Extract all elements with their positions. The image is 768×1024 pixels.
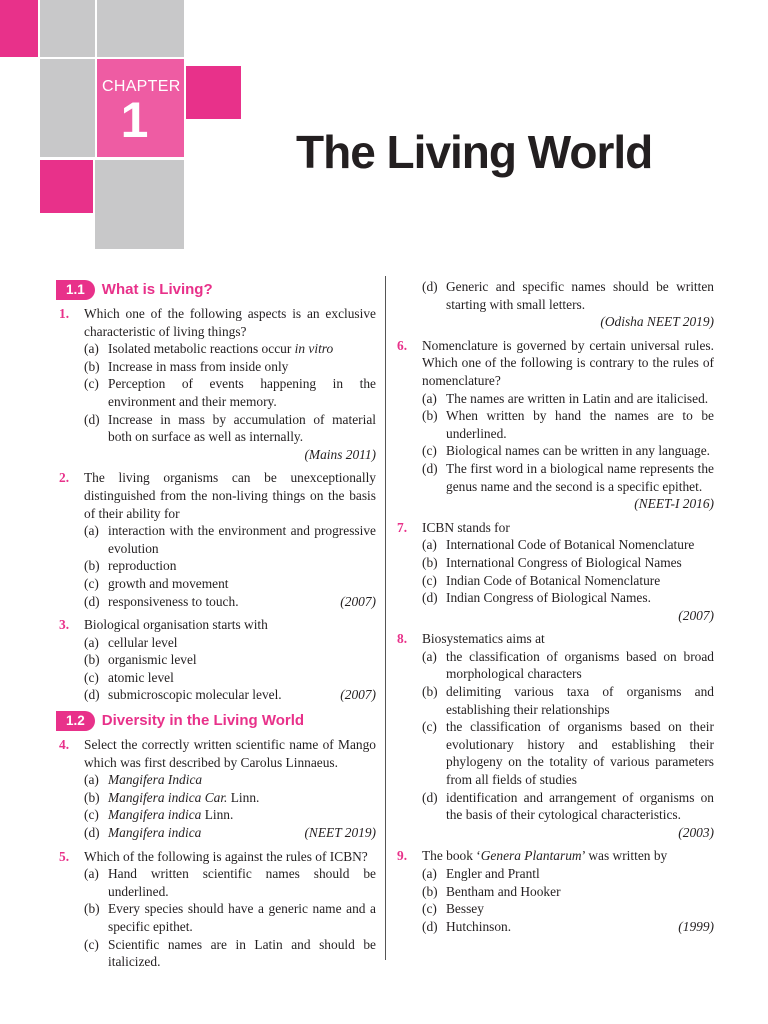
option-d: (d) Hutchinson. (1999) bbox=[422, 918, 714, 934]
option-a: (a) the classification of organisms based on broad morphological characters bbox=[422, 648, 714, 682]
option-a: (a) Engler and Prantl bbox=[422, 866, 540, 881]
header-block-pink-top bbox=[0, 0, 38, 57]
question-number: 9. bbox=[397, 848, 408, 864]
option-d: (d) submicroscopic molecular level. (2007) bbox=[84, 687, 376, 703]
question-text: Which of the following is against the rules of ICBN? bbox=[84, 848, 368, 864]
option-b: (b) reproduction bbox=[84, 558, 177, 574]
question-1 bbox=[56, 305, 376, 463]
option-d: (d) identification and arrangement of organisms on the basis of their cytological characteristics. bbox=[422, 789, 714, 823]
question-source: (2007) bbox=[340, 593, 376, 609]
header-block-pink-right bbox=[186, 66, 241, 119]
question-2 bbox=[56, 469, 376, 610]
option-c: (c) growth and movement bbox=[84, 575, 229, 591]
question-text: Nomenclature is governed by certain universal rules. Which one of the following is contrary to the rules of nomenclature? bbox=[422, 337, 714, 388]
option-a: (a) Hand written scientific names should be underlined. bbox=[84, 866, 376, 899]
option-a: (a) The names are written in Latin and are italicised. bbox=[422, 390, 709, 406]
question-text: ICBN stands for bbox=[422, 519, 510, 535]
question-8 bbox=[394, 630, 714, 841]
question-source: (2003) bbox=[678, 824, 714, 840]
option-a: (a) Isolated metabolic reactions occur in vitro bbox=[84, 341, 334, 357]
question-number: 2. bbox=[59, 470, 70, 486]
question-source: (Mains 2011) bbox=[304, 446, 376, 462]
column-divider bbox=[385, 276, 386, 960]
question-5 bbox=[56, 848, 376, 971]
question-text: The living organisms can be unexceptionally distinguished from the non-living things on the basis of their ability for bbox=[84, 470, 376, 521]
header-block-grey-lower bbox=[95, 160, 184, 249]
chapter-number: 1 bbox=[120, 92, 149, 148]
option-a: (a) Mangifera Indica bbox=[84, 772, 203, 788]
section-header-1-2 bbox=[56, 710, 376, 732]
option-b: (b) Mangifera indica Car. Linn. bbox=[84, 789, 260, 805]
option-b: (b) When written by hand the names are to be underlined. bbox=[422, 408, 714, 441]
chapter-label: CHAPTER bbox=[102, 78, 181, 95]
option-c: (c) Biological names can be written in any language. bbox=[422, 443, 711, 459]
question-6 bbox=[394, 337, 714, 513]
header-block-grey-top bbox=[40, 0, 95, 57]
question-source: (NEET 2019) bbox=[304, 825, 376, 841]
question-number: 1. bbox=[59, 306, 70, 321]
option-d: (d) The first word in a biological name represents the genus name and the second is a specific epithet. bbox=[422, 460, 714, 494]
option-b: (b) Increase in mass from inside only bbox=[84, 358, 289, 374]
question-source: (Odisha NEET 2019) bbox=[600, 314, 714, 330]
question-source: (NEET-I 2016) bbox=[634, 496, 714, 512]
question-text: Select the correctly written scientific name of Mango which was first described by Carolus Linnaeus. bbox=[84, 737, 376, 770]
option-d: (d) responsiveness to touch. (2007) bbox=[84, 593, 376, 609]
option-c: (c) Scientific names are in Latin and should be italicized. bbox=[84, 936, 376, 970]
option-d: (d) Generic and specific names should be written starting with small letters. bbox=[422, 279, 714, 312]
option-b: (b) delimiting various taxa of organisms and establishing their relationships bbox=[422, 684, 714, 717]
option-c: (c) Bessey bbox=[422, 901, 484, 917]
question-source: (1999) bbox=[678, 918, 714, 934]
option-d: (d) Indian Congress of Biological Names. bbox=[422, 590, 651, 606]
option-c: (c) Perception of events happening in the environment and their memory. bbox=[84, 376, 376, 409]
question-text: Which one of the following aspects is an exclusive characteristic of living things? bbox=[84, 306, 376, 339]
question-text: The book ‘Genera Plantarum’ was written by bbox=[422, 848, 668, 864]
option-b: (b) organismic level bbox=[84, 652, 197, 668]
section-header-1-1 bbox=[56, 279, 376, 301]
question-5-continued bbox=[394, 278, 714, 331]
question-number: 6. bbox=[397, 337, 408, 353]
option-c: (c) the classification of organisms based on their evolutionary history and establishing their phylogeny on the totality of various parameters from all fields of studies bbox=[422, 719, 714, 788]
option-c: (c) Mangifera indica Linn. bbox=[84, 807, 234, 823]
section-title: What is Living? bbox=[101, 281, 213, 299]
page-title: The Living World bbox=[296, 126, 653, 178]
option-d: (d) Increase in mass by accumulation of material both on surface as well as internally. bbox=[84, 411, 376, 445]
question-number: 3. bbox=[59, 617, 70, 633]
option-a: (a) International Code of Botanical Nomenclature bbox=[422, 537, 695, 553]
option-a: (a) cellular level bbox=[84, 634, 178, 650]
question-7 bbox=[394, 519, 714, 625]
question-source: (2007) bbox=[678, 607, 714, 623]
right-column bbox=[394, 278, 714, 941]
question-source: (2007) bbox=[340, 687, 376, 703]
question-number: 4. bbox=[59, 737, 70, 753]
option-b: (b) Every species should have a generic name and a specific epithet. bbox=[84, 901, 376, 934]
question-3 bbox=[56, 616, 376, 704]
question-text: Biosystematics aims at bbox=[422, 631, 545, 647]
question-4 bbox=[56, 736, 376, 842]
question-9 bbox=[394, 847, 714, 935]
question-number: 5. bbox=[59, 848, 70, 864]
left-column bbox=[56, 278, 376, 977]
section-number: 1.1 bbox=[56, 280, 95, 300]
option-b: (b) International Congress of Biological Names bbox=[422, 554, 682, 570]
question-number: 7. bbox=[397, 519, 408, 535]
question-text: Biological organisation starts with bbox=[84, 617, 268, 633]
header-block-pink-lower bbox=[40, 160, 93, 213]
option-d: (d) Mangifera indica (NEET 2019) bbox=[84, 825, 376, 841]
section-number: 1.2 bbox=[56, 711, 95, 731]
option-a: (a) interaction with the environment and progressive evolution bbox=[84, 523, 376, 556]
header-block-grey-mid bbox=[40, 59, 95, 157]
option-c: (c) Indian Code of Botanical Nomenclature bbox=[422, 572, 661, 588]
option-b: (b) Bentham and Hooker bbox=[422, 883, 561, 899]
question-number: 8. bbox=[397, 631, 408, 647]
option-c: (c) atomic level bbox=[84, 669, 174, 685]
header-block-grey-top-right bbox=[97, 0, 184, 57]
section-title: Diversity in the Living World bbox=[101, 712, 305, 730]
